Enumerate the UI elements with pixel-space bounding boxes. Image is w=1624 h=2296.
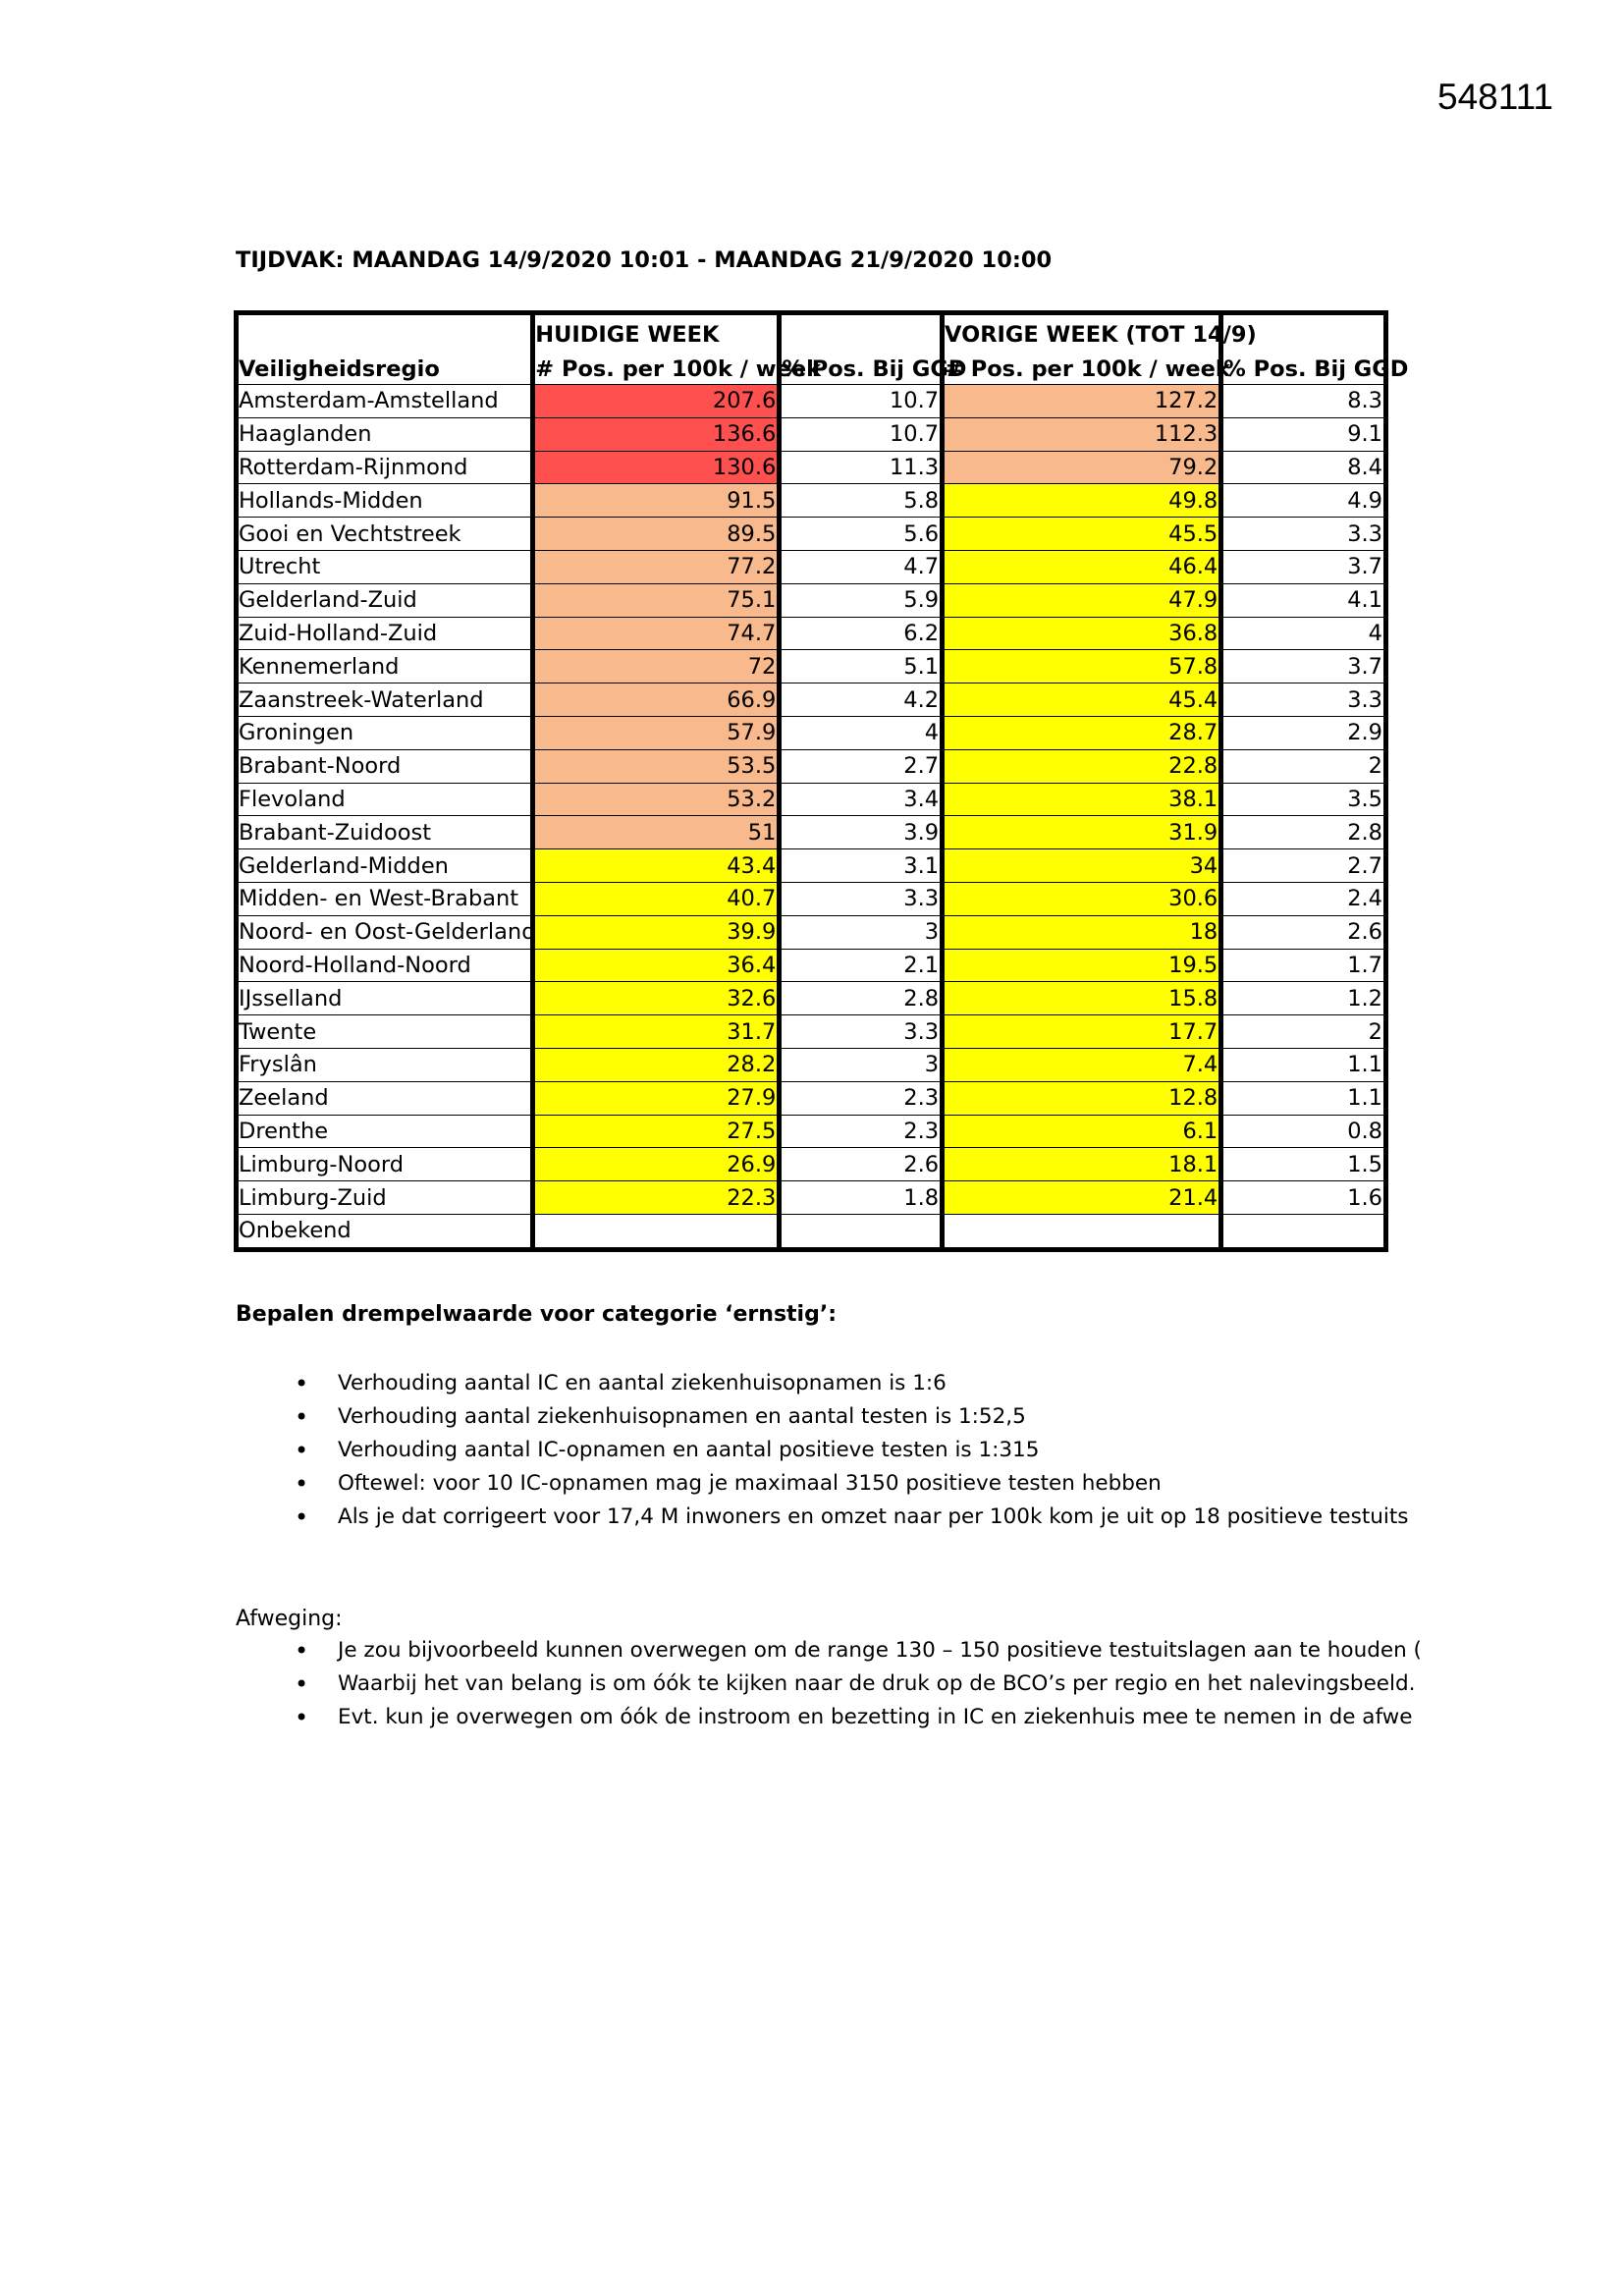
cur-pct-cell: 3 <box>780 1048 943 1081</box>
cur-pct-cell: 2.7 <box>780 749 943 783</box>
cur-pct-cell: 10.7 <box>780 417 943 451</box>
header-vorige-week: VORIGE WEEK (TOT 14/9) <box>943 313 1221 351</box>
header-cell <box>237 313 533 351</box>
prev-pct-cell: 1.7 <box>1221 949 1386 982</box>
cur-pct-cell: 5.1 <box>780 650 943 683</box>
document-id: 548111 <box>1437 77 1553 117</box>
prev-pct-cell: 2.9 <box>1221 716 1386 749</box>
table-row <box>237 583 1386 617</box>
cur-pos-cell: 207.6 <box>533 385 780 418</box>
table-header-row-top <box>237 313 1386 351</box>
region-cell: IJsselland <box>237 982 533 1015</box>
cur-pos-cell: 66.9 <box>533 683 780 717</box>
prev-pos-cell: 21.4 <box>943 1181 1221 1215</box>
prev-pos-cell: 112.3 <box>943 417 1221 451</box>
prev-pct-cell: 8.4 <box>1221 451 1386 484</box>
cur-pct-cell: 3 <box>780 915 943 949</box>
region-cell: Limburg-Noord <box>237 1148 533 1181</box>
prev-pct-cell: 2 <box>1221 749 1386 783</box>
cur-pos-cell: 57.9 <box>533 716 780 749</box>
prev-pos-cell: 18 <box>943 915 1221 949</box>
cur-pct-cell: 2.3 <box>780 1081 943 1115</box>
prev-pct-cell: 1.1 <box>1221 1048 1386 1081</box>
region-cell: Fryslân <box>237 1048 533 1081</box>
prev-pos-cell: 49.8 <box>943 484 1221 518</box>
drempel-title: Bepalen drempelwaarde voor categorie ‘ernstig’: <box>236 1302 837 1327</box>
cur-pos-cell: 32.6 <box>533 982 780 1015</box>
region-cell: Twente <box>237 1015 533 1049</box>
prev-pos-cell: 18.1 <box>943 1148 1221 1181</box>
cur-pos-cell: 53.5 <box>533 749 780 783</box>
region-cell: Flevoland <box>237 783 533 816</box>
drempel-bullet-item: • Verhouding aantal IC-opnamen en aantal positieve testen is 1:315 <box>295 1434 1404 1467</box>
table-row <box>237 1081 1386 1115</box>
region-cell: Utrecht <box>237 550 533 583</box>
cur-pct-cell: 4.2 <box>780 683 943 717</box>
cur-pct-cell: 5.6 <box>780 518 943 551</box>
prev-pct-cell: 1.2 <box>1221 982 1386 1015</box>
region-cell: Brabant-Noord <box>237 749 533 783</box>
table-row <box>237 518 1386 551</box>
table-row <box>237 385 1386 418</box>
prev-pct-cell: 2.6 <box>1221 915 1386 949</box>
cur-pct-cell: 2.6 <box>780 1148 943 1181</box>
cur-pct-cell: 1.8 <box>780 1181 943 1215</box>
region-cell: Brabant-Zuidoost <box>237 816 533 849</box>
cur-pos-cell: 31.7 <box>533 1015 780 1049</box>
afweging-bullet-item: • Je zou bijvoorbeeld kunnen overwegen om de range 130 – 150 positieve testuitslagen aan te houden ( <box>295 1634 1404 1667</box>
region-cell: Onbekend <box>237 1214 533 1249</box>
region-cell: Zuid-Holland-Zuid <box>237 617 533 650</box>
table-row <box>237 982 1386 1015</box>
prev-pos-cell: 30.6 <box>943 882 1221 915</box>
table-row <box>237 749 1386 783</box>
cur-pct-cell: 3.4 <box>780 783 943 816</box>
region-table <box>234 310 1409 1252</box>
region-cell: Drenthe <box>237 1115 533 1148</box>
prev-pct-cell: 2.8 <box>1221 816 1386 849</box>
cur-pos-cell: 27.9 <box>533 1081 780 1115</box>
cur-pos-cell: 22.3 <box>533 1181 780 1215</box>
prev-pct-cell: 2.4 <box>1221 882 1386 915</box>
table-row <box>237 417 1386 451</box>
prev-pos-cell: 34 <box>943 849 1221 883</box>
prev-pos-cell <box>943 1214 1221 1249</box>
header-cur-pos: # Pos. per 100k / week <box>533 350 780 385</box>
cur-pct-cell: 3.1 <box>780 849 943 883</box>
cur-pos-cell: 91.5 <box>533 484 780 518</box>
drempel-bullet-item: • Oftewel: voor 10 IC-opnamen mag je maximaal 3150 positieve testen hebben <box>295 1467 1404 1501</box>
table-row <box>237 550 1386 583</box>
region-cell: Gelderland-Midden <box>237 849 533 883</box>
prev-pct-cell: 8.3 <box>1221 385 1386 418</box>
table-row <box>237 849 1386 883</box>
table-row <box>237 882 1386 915</box>
cur-pos-cell: 43.4 <box>533 849 780 883</box>
table-row <box>237 451 1386 484</box>
prev-pos-cell: 79.2 <box>943 451 1221 484</box>
cur-pct-cell: 10.7 <box>780 385 943 418</box>
table-row <box>237 1015 1386 1049</box>
prev-pos-cell: 12.8 <box>943 1081 1221 1115</box>
header-cell <box>780 313 943 351</box>
cur-pos-cell: 136.6 <box>533 417 780 451</box>
table-row <box>237 683 1386 717</box>
region-cell: Rotterdam-Rijnmond <box>237 451 533 484</box>
cur-pos-cell: 89.5 <box>533 518 780 551</box>
prev-pct-cell: 2 <box>1221 1015 1386 1049</box>
prev-pos-cell: 15.8 <box>943 982 1221 1015</box>
cur-pos-cell: 36.4 <box>533 949 780 982</box>
table-row <box>237 484 1386 518</box>
region-cell: Noord- en Oost-Gelderland <box>237 915 533 949</box>
afweging-bullet-item: • Waarbij het van belang is om óók te kijken naar de druk op de BCO’s per regio en het nalevingsbeeld. <box>295 1667 1404 1701</box>
table-row <box>237 1115 1386 1148</box>
prev-pos-cell: 45.5 <box>943 518 1221 551</box>
prev-pct-cell: 1.1 <box>1221 1081 1386 1115</box>
afweging-list <box>295 1634 1422 1734</box>
cur-pos-cell: 51 <box>533 816 780 849</box>
cur-pos-cell: 40.7 <box>533 882 780 915</box>
drempel-bullet-item: • Verhouding aantal ziekenhuisopnamen en aantal testen is 1:52,5 <box>295 1400 1404 1434</box>
prev-pct-cell: 3.7 <box>1221 550 1386 583</box>
table-row <box>237 949 1386 982</box>
header-prev-pct: % Pos. Bij GGD <box>1221 350 1386 385</box>
cur-pct-cell: 4 <box>780 716 943 749</box>
prev-pos-cell: 22.8 <box>943 749 1221 783</box>
drempel-list <box>295 1367 1409 1534</box>
cur-pos-cell: 130.6 <box>533 451 780 484</box>
prev-pct-cell: 1.6 <box>1221 1181 1386 1215</box>
table-row <box>237 1048 1386 1081</box>
prev-pct-cell: 3.7 <box>1221 650 1386 683</box>
cur-pos-cell: 72 <box>533 650 780 683</box>
prev-pct-cell: 0.8 <box>1221 1115 1386 1148</box>
cur-pos-cell: 27.5 <box>533 1115 780 1148</box>
table-row <box>237 716 1386 749</box>
cur-pos-cell: 74.7 <box>533 617 780 650</box>
prev-pos-cell: 36.8 <box>943 617 1221 650</box>
cur-pct-cell: 2.1 <box>780 949 943 982</box>
region-cell: Noord-Holland-Noord <box>237 949 533 982</box>
cur-pos-cell: 53.2 <box>533 783 780 816</box>
cur-pos-cell: 26.9 <box>533 1148 780 1181</box>
cur-pos-cell: 28.2 <box>533 1048 780 1081</box>
prev-pos-cell: 47.9 <box>943 583 1221 617</box>
prev-pos-cell: 28.7 <box>943 716 1221 749</box>
prev-pct-cell: 4.1 <box>1221 583 1386 617</box>
region-cell: Limburg-Zuid <box>237 1181 533 1215</box>
header-cur-pct: % Pos. Bij GGD <box>780 350 943 385</box>
prev-pos-cell: 57.8 <box>943 650 1221 683</box>
prev-pos-cell: 19.5 <box>943 949 1221 982</box>
table-row <box>237 650 1386 683</box>
prev-pos-cell: 7.4 <box>943 1048 1221 1081</box>
table-row <box>237 915 1386 949</box>
cur-pos-cell: 39.9 <box>533 915 780 949</box>
tijdvak-heading: TIJDVAK: MAANDAG 14/9/2020 10:01 - MAANDAG 21/9/2020 10:00 <box>236 247 1053 273</box>
region-cell: Zaanstreek-Waterland <box>237 683 533 717</box>
prev-pos-cell: 6.1 <box>943 1115 1221 1148</box>
region-cell: Hollands-Midden <box>237 484 533 518</box>
cur-pct-cell: 11.3 <box>780 451 943 484</box>
header-prev-pos: # Pos. per 100k / week <box>943 350 1221 385</box>
prev-pct-cell <box>1221 1214 1386 1249</box>
region-cell: Gooi en Vechtstreek <box>237 518 533 551</box>
afweging-bullet-item: • Evt. kun je overwegen om óók de instroom en bezetting in IC en ziekenhuis mee te nemen in de afwe <box>295 1701 1404 1734</box>
table-row <box>237 1148 1386 1181</box>
cur-pos-cell: 75.1 <box>533 583 780 617</box>
prev-pos-cell: 17.7 <box>943 1015 1221 1049</box>
table-row <box>237 617 1386 650</box>
cur-pct-cell: 4.7 <box>780 550 943 583</box>
prev-pos-cell: 46.4 <box>943 550 1221 583</box>
cur-pct-cell: 2.3 <box>780 1115 943 1148</box>
cur-pct-cell: 3.3 <box>780 882 943 915</box>
prev-pct-cell: 2.7 <box>1221 849 1386 883</box>
prev-pct-cell: 4.9 <box>1221 484 1386 518</box>
cur-pct-cell: 5.8 <box>780 484 943 518</box>
region-cell: Amsterdam-Amstelland <box>237 385 533 418</box>
cur-pct-cell: 6.2 <box>780 617 943 650</box>
region-cell: Haaglanden <box>237 417 533 451</box>
drempel-bullet-item: • Verhouding aantal IC en aantal ziekenhuisopnamen is 1:6 <box>295 1367 1404 1400</box>
table-row <box>237 1214 1386 1249</box>
header-veiligheidsregio: Veiligheidsregio <box>237 350 533 385</box>
prev-pct-cell: 1.5 <box>1221 1148 1386 1181</box>
region-cell: Gelderland-Zuid <box>237 583 533 617</box>
header-huidige-week: HUIDIGE WEEK <box>533 313 780 351</box>
table-header-row-bottom <box>237 350 1386 385</box>
cur-pct-cell: 3.3 <box>780 1015 943 1049</box>
prev-pct-cell: 4 <box>1221 617 1386 650</box>
region-cell: Zeeland <box>237 1081 533 1115</box>
table-row <box>237 1181 1386 1215</box>
cur-pos-cell <box>533 1214 780 1249</box>
cur-pct-cell <box>780 1214 943 1249</box>
cur-pos-cell: 77.2 <box>533 550 780 583</box>
prev-pos-cell: 45.4 <box>943 683 1221 717</box>
cur-pct-cell: 5.9 <box>780 583 943 617</box>
cur-pct-cell: 3.9 <box>780 816 943 849</box>
prev-pos-cell: 127.2 <box>943 385 1221 418</box>
table-row <box>237 783 1386 816</box>
region-cell: Groningen <box>237 716 533 749</box>
cur-pct-cell: 2.8 <box>780 982 943 1015</box>
drempel-bullet-item: • Als je dat corrigeert voor 17,4 M inwoners en omzet naar per 100k kom je uit op 18 positieve testuits <box>295 1501 1404 1534</box>
table-row <box>237 816 1386 849</box>
prev-pct-cell: 3.3 <box>1221 683 1386 717</box>
afweging-title: Afweging: <box>236 1607 343 1631</box>
prev-pct-cell: 3.3 <box>1221 518 1386 551</box>
prev-pos-cell: 31.9 <box>943 816 1221 849</box>
prev-pct-cell: 9.1 <box>1221 417 1386 451</box>
prev-pct-cell: 3.5 <box>1221 783 1386 816</box>
region-cell: Midden- en West-Brabant <box>237 882 533 915</box>
prev-pos-cell: 38.1 <box>943 783 1221 816</box>
region-cell: Kennemerland <box>237 650 533 683</box>
